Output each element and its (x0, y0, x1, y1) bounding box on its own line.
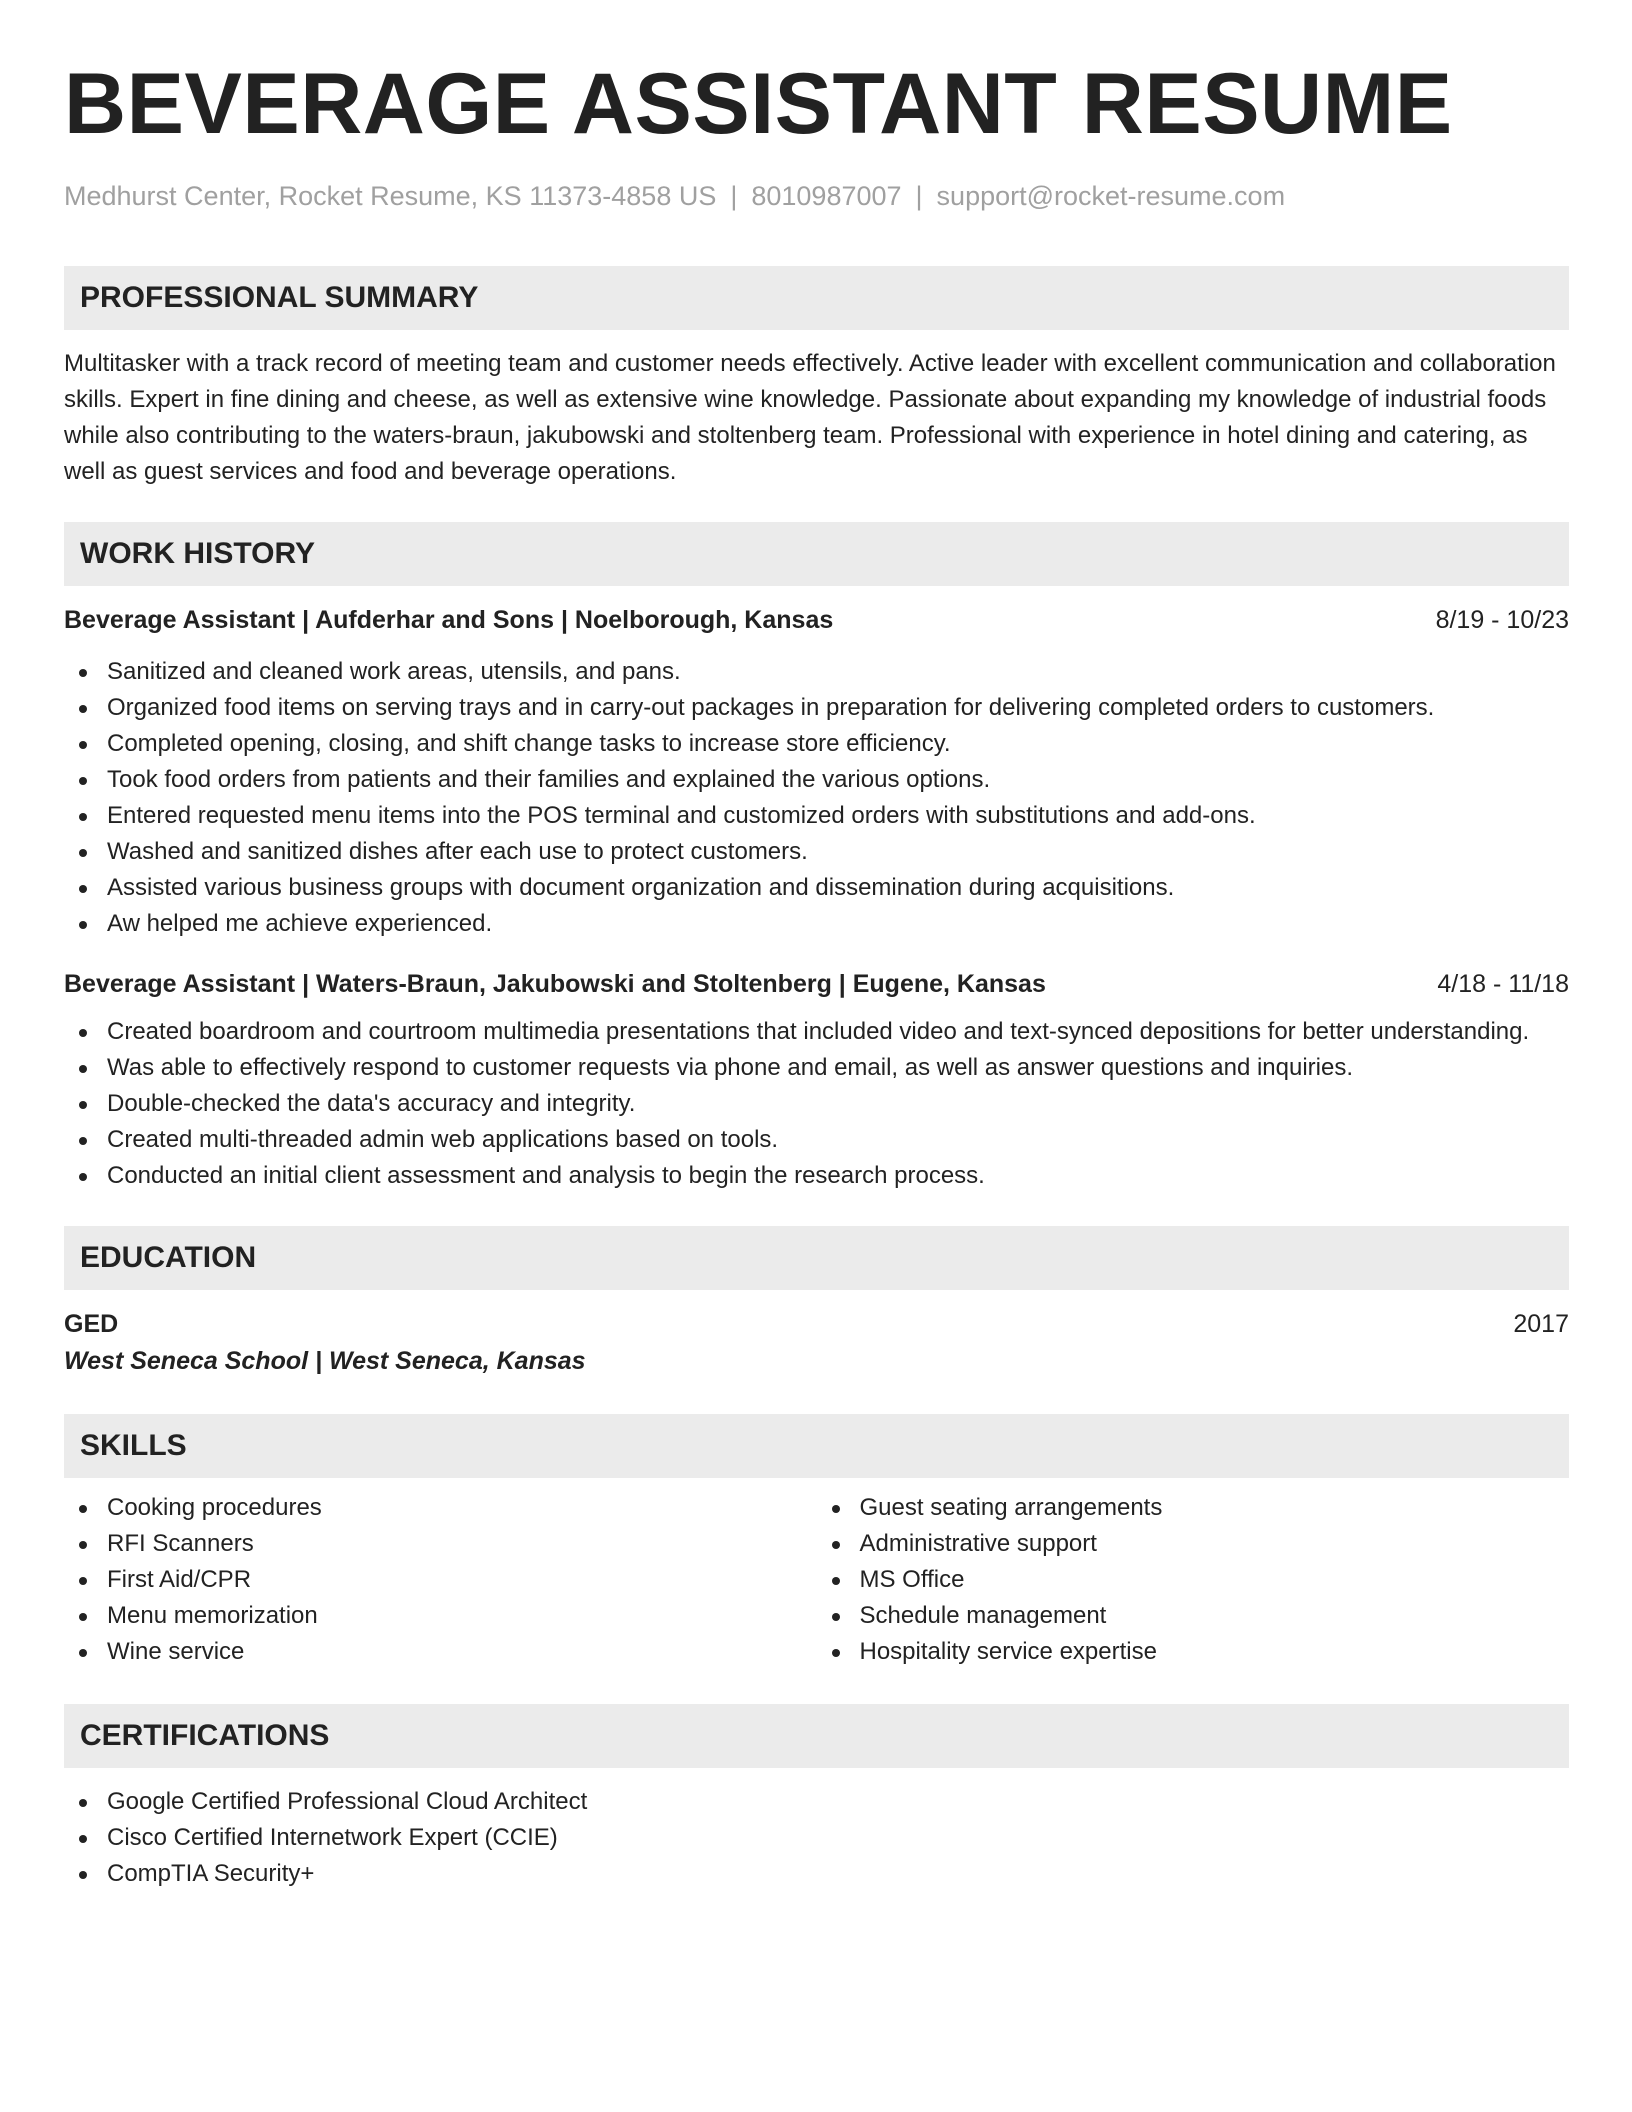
list-item: Wine service (64, 1634, 817, 1670)
list-item: Double-checked the data's accuracy and integrity. (64, 1086, 1569, 1122)
list-item: Washed and sanitized dishes after each use to protect customers. (64, 834, 1569, 870)
graduation-year: 2017 (1513, 1310, 1569, 1338)
job-title: Beverage Assistant | Waters-Braun, Jakubowski and Stoltenberg | Eugene, Kansas (64, 970, 1046, 998)
list-item: Google Certified Professional Cloud Architect (64, 1784, 1569, 1820)
contact-line (64, 180, 1569, 212)
job-bullet-list (64, 654, 1569, 942)
degree: GED (64, 1310, 119, 1338)
job-header (64, 602, 1569, 638)
certifications-list (64, 1784, 1569, 1892)
job-bullet-list (64, 1014, 1569, 1194)
contact-email: support@rocket-resume.com (936, 181, 1286, 211)
list-item: Schedule management (817, 1598, 1570, 1634)
education-header (64, 1306, 1569, 1342)
summary-paragraph: Multitasker with a track record of meeting team and customer needs effectively. Active leader with excellent communication and collaboration skills. Expert in fine dining and cheese, as well as extensive wine knowledge. Passionate about expanding my knowledge of industrial foods while also contributing to the waters-braun, jakubowski and stoltenberg team. Professional with experience in hotel dining and catering, as well as guest services and food and beverage operations. (64, 350, 1556, 485)
list-item: Hospitality service expertise (817, 1634, 1570, 1670)
list-item: Created multi-threaded admin web applications based on tools. (64, 1122, 1569, 1158)
skills-grid (64, 1490, 1569, 1670)
contact-phone: 8010987007 (751, 181, 902, 211)
resume-title: BEVERAGE ASSISTANT RESUME (64, 56, 1453, 152)
list-item: Cooking procedures (64, 1490, 817, 1526)
job-header (64, 966, 1569, 1002)
skills-column-left (64, 1490, 817, 1670)
list-item: Sanitized and cleaned work areas, utensils, and pans. (64, 654, 1569, 690)
contact-separator: | (915, 181, 923, 211)
section-heading-work-history: WORK HISTORY (64, 522, 1569, 586)
list-item: First Aid/CPR (64, 1562, 817, 1598)
school-name: West Seneca School | West Seneca, Kansas (64, 1347, 586, 1375)
list-item: Menu memorization (64, 1598, 817, 1634)
skills-list (64, 1490, 817, 1670)
list-item: Was able to effectively respond to customer requests via phone and email, as well as answer questions and inquiries. (64, 1050, 1569, 1086)
list-item: Organized food items on serving trays and in carry-out packages in preparation for delivering completed orders to customers. (64, 690, 1569, 726)
list-item: Entered requested menu items into the POS terminal and customized orders with substitutions and add-ons. (64, 798, 1569, 834)
section-heading-certifications: CERTIFICATIONS (64, 1704, 1569, 1768)
contact-separator: | (730, 181, 738, 211)
job-dates: 4/18 - 11/18 (1437, 970, 1569, 998)
section-heading-summary: PROFESSIONAL SUMMARY (64, 266, 1569, 330)
list-item: Completed opening, closing, and shift change tasks to increase store efficiency. (64, 726, 1569, 762)
list-item: RFI Scanners (64, 1526, 817, 1562)
section-heading-skills: SKILLS (64, 1414, 1569, 1478)
list-item: Guest seating arrangements (817, 1490, 1570, 1526)
job-title: Beverage Assistant | Aufderhar and Sons | Noelborough, Kansas (64, 606, 834, 634)
list-item: Assisted various business groups with document organization and dissemination during acquisitions. (64, 870, 1569, 906)
contact-address: Medhurst Center, Rocket Resume, KS 11373-4858 US (64, 181, 717, 211)
list-item: Created boardroom and courtroom multimedia presentations that included video and text-synced depositions for better understanding. (64, 1014, 1569, 1050)
list-item: Conducted an initial client assessment and analysis to begin the research process. (64, 1158, 1569, 1194)
list-item: Took food orders from patients and their families and explained the various options. (64, 762, 1569, 798)
list-item: Aw helped me achieve experienced. (64, 906, 1569, 942)
section-heading-education: EDUCATION (64, 1226, 1569, 1290)
job-dates: 8/19 - 10/23 (1435, 606, 1569, 634)
list-item: Administrative support (817, 1526, 1570, 1562)
skills-column-right (817, 1490, 1570, 1670)
list-item: MS Office (817, 1562, 1570, 1598)
list-item: CompTIA Security+ (64, 1856, 1569, 1892)
skills-list (817, 1490, 1570, 1670)
list-item: Cisco Certified Internetwork Expert (CCIE) (64, 1820, 1569, 1856)
